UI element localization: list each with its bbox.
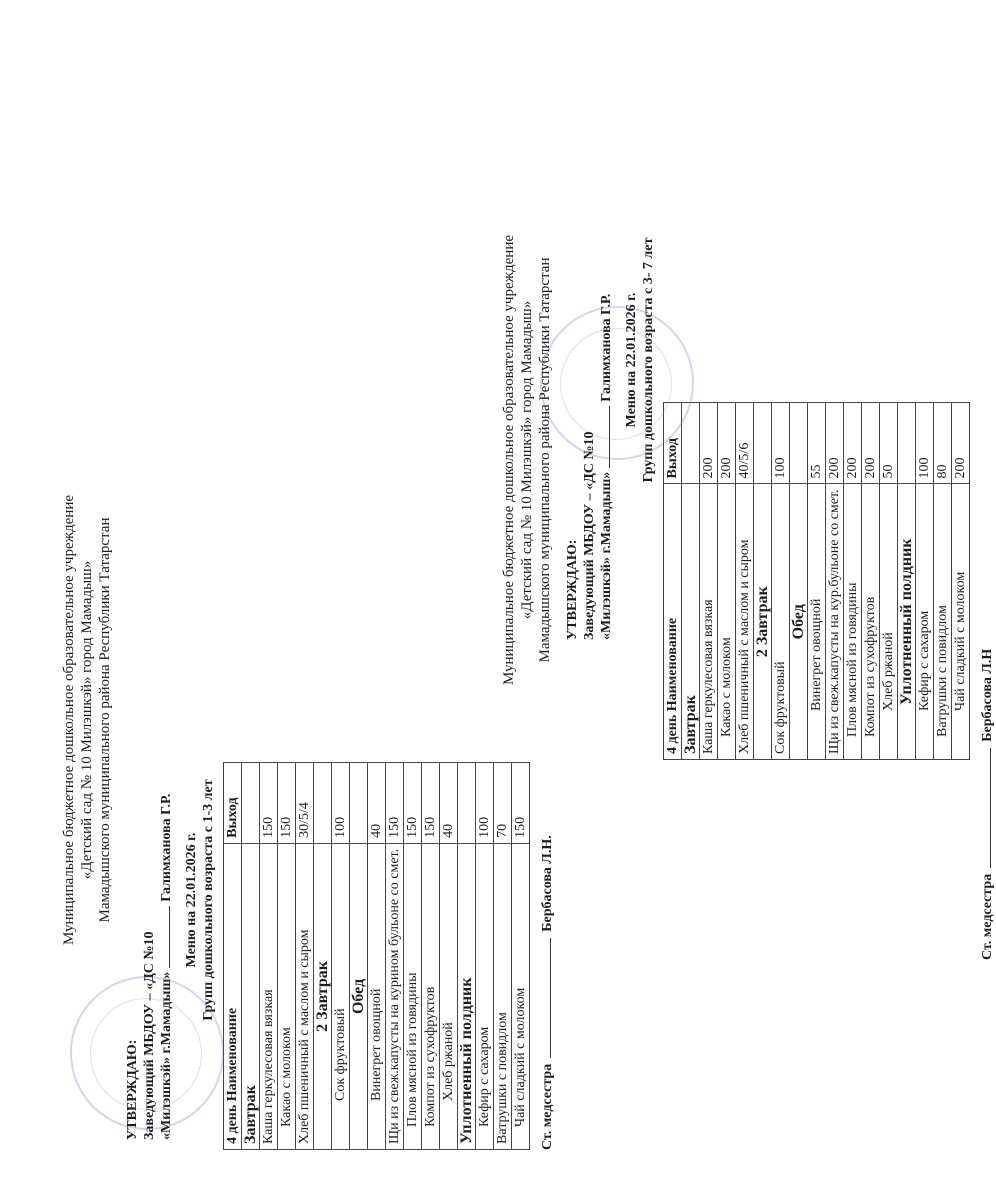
approve-org: «Милэшкэй» г.Мамадыш»: [599, 471, 614, 640]
dish-name: Ватрушки с повидлом: [494, 843, 512, 1149]
dish-output: 100: [476, 762, 494, 843]
dish-name: Щи из свеж.капусты на курином бульоне со смет.: [386, 843, 404, 1149]
org-header: [60, 370, 114, 1070]
table-row: [862, 403, 880, 760]
dish-output: 150: [278, 762, 296, 843]
col-out-header: Выход: [224, 762, 242, 843]
dish-output: 150: [260, 762, 278, 843]
section-breakfast: Завтрак: [682, 484, 700, 760]
table-row: [386, 762, 404, 1149]
dish-output: 40: [440, 762, 458, 843]
dish-output: 30/5/4: [296, 762, 314, 843]
org-line-3: Мамадышского муниципального района Республики Татарстан: [537, 257, 553, 663]
section-row: [242, 762, 260, 1149]
table-row: [916, 403, 934, 760]
org-line-1: Муниципальное бюджетное дошкольное образовательное учреждение: [501, 235, 517, 685]
menu-table: [663, 402, 970, 760]
table-row: [440, 762, 458, 1149]
approve-person: Галимханова Г.Р.: [159, 793, 174, 902]
table-row: [772, 403, 790, 760]
table-row: [332, 762, 350, 1149]
dish-output: 200: [952, 403, 970, 484]
approve-label: УТВЕРЖДАЮ:: [125, 1039, 140, 1140]
section-snack: Уплотненный полдник: [458, 843, 476, 1149]
sign-label: Ст. медсестра: [980, 873, 995, 960]
dish-name: Винегрет овощной: [368, 843, 386, 1149]
table-row: [718, 403, 736, 760]
approve-position: Заведующий МБДОУ – «ДС №10: [582, 431, 597, 640]
section-breakfast-2: 2 Завтрак: [314, 843, 332, 1149]
dish-output: 80: [934, 403, 952, 484]
dish-name: Чай сладкий с молоком: [512, 843, 530, 1149]
approve-label: УТВЕРЖДАЮ:: [565, 539, 580, 640]
table-row: [808, 403, 826, 760]
dish-name: Кефир с сахаром: [916, 484, 934, 760]
menu-subtitle: Групп дошкольного возраста с 1-3 лет: [201, 779, 216, 1021]
dish-name: Винегрет овощной: [808, 484, 826, 760]
section-row: [350, 762, 368, 1149]
signature-block: [980, 62, 996, 960]
dish-name: Кефир с сахаром: [476, 843, 494, 1149]
dish-output: 100: [916, 403, 934, 484]
section-row: [754, 403, 772, 760]
section-breakfast: Завтрак: [242, 843, 260, 1149]
dish-output: 200: [844, 403, 862, 484]
table-row: [422, 762, 440, 1149]
menu-title: Меню на 22.01.2026 г.: [624, 292, 639, 428]
dish-name: Компот из сухофруктов: [862, 484, 880, 760]
dish-output: 55: [808, 403, 826, 484]
table-row: [826, 403, 844, 760]
table-row: [404, 762, 422, 1149]
dish-name: Сок фруктовый: [332, 843, 350, 1149]
signature-line: [990, 748, 991, 868]
menu-sheet-1-3: [60, 112, 555, 1160]
section-breakfast-2: 2 Завтрак: [754, 484, 772, 760]
dish-name: Каша геркулесовая вязкая: [260, 843, 278, 1149]
signature-line: [169, 906, 170, 968]
dish-output: 40/5/6: [736, 403, 754, 484]
table-row: [296, 762, 314, 1149]
dish-name: Какао с молоком: [278, 843, 296, 1149]
dish-name: Ватрушки с повидлом: [934, 484, 952, 760]
dish-output: 150: [512, 762, 530, 843]
dish-output: 150: [422, 762, 440, 843]
org-line-1: Муниципальное бюджетное дошкольное образовательное учреждение: [61, 495, 77, 945]
dish-name: Компот из сухофруктов: [422, 843, 440, 1149]
section-row: [898, 403, 916, 760]
menu-title: Меню на 22.01.2026 г.: [184, 832, 199, 968]
table-row: [934, 403, 952, 760]
dish-output: 70: [494, 762, 512, 843]
org-line-2: «Детский сад № 10 Милэшкэй» город Мамадыш»: [519, 300, 535, 620]
dish-output: 150: [404, 762, 422, 843]
menu-sheet-3-7: [500, 62, 995, 1110]
org-line-2: «Детский сад № 10 Милэшкэй» город Мамадыш»: [79, 560, 95, 880]
dish-name: Хлеб ржаной: [440, 843, 458, 1149]
section-snack: Уплотненный полдник: [898, 484, 916, 760]
dish-name: Чай сладкий с молоком: [952, 484, 970, 760]
dish-name: Сок фруктовый: [772, 484, 790, 760]
col-name-header: 4 день Наименование: [664, 484, 682, 760]
org-line-3: Мамадышского муниципального района Республики Татарстан: [97, 517, 113, 923]
table-row: [476, 762, 494, 1149]
round-stamp-icon: [540, 306, 694, 460]
dish-name: Хлеб пшеничный с маслом и сыром: [736, 484, 754, 760]
dish-name: Хлеб пшеничный с маслом и сыром: [296, 843, 314, 1149]
dish-output: 200: [862, 403, 880, 484]
menu-subtitle: Групп дошкольного возраста с 3- 7 лет: [641, 237, 656, 483]
section-row: [682, 403, 700, 760]
section-row: [314, 762, 332, 1149]
sign-name: Бербасова Л.Н: [980, 648, 995, 742]
table-row: [736, 403, 754, 760]
dish-name: Хлеб ржаной: [880, 484, 898, 760]
sign-label: Ст. медсестра: [540, 1063, 555, 1150]
menu-table: [223, 762, 530, 1150]
approve-position: Заведующий МБДОУ – «ДС №10: [142, 931, 157, 1140]
dish-name: Плов мясной из говядины: [844, 484, 862, 760]
section-lunch: Обед: [790, 484, 808, 760]
dish-output: 150: [386, 762, 404, 843]
dish-output: 200: [700, 403, 718, 484]
table-row: [844, 403, 862, 760]
table-row: [278, 762, 296, 1149]
dish-name: Плов мясной из говядины: [404, 843, 422, 1149]
dish-output: 200: [718, 403, 736, 484]
table-row: [880, 403, 898, 760]
dish-name: Какао с молоком: [718, 484, 736, 760]
table-header-row: [664, 403, 682, 760]
section-row: [458, 762, 476, 1149]
dish-name: Каша геркулесовая вязкая: [700, 484, 718, 760]
section-lunch: Обед: [350, 843, 368, 1149]
approve-person: Галимханова Г.Р.: [599, 293, 614, 402]
sign-name: Бербасова Л.Н.: [540, 835, 555, 932]
table-row: [700, 403, 718, 760]
col-out-header: Выход: [664, 403, 682, 484]
org-header: [500, 110, 554, 810]
dish-output: 40: [368, 762, 386, 843]
approve-org: «Милэшкэй» г.Мамадыш»: [159, 971, 174, 1140]
table-row: [952, 403, 970, 760]
table-header-row: [224, 762, 242, 1149]
table-row: [368, 762, 386, 1149]
dish-output: 100: [772, 403, 790, 484]
section-row: [790, 403, 808, 760]
table-row: [260, 762, 278, 1149]
dish-output: 50: [880, 403, 898, 484]
dish-output: 200: [826, 403, 844, 484]
dish-output: 100: [332, 762, 350, 843]
dish-name: Щи из свеж.капусты на кур.бульоне со смет.: [826, 484, 844, 760]
col-name-header: 4 день Наименование: [224, 843, 242, 1149]
